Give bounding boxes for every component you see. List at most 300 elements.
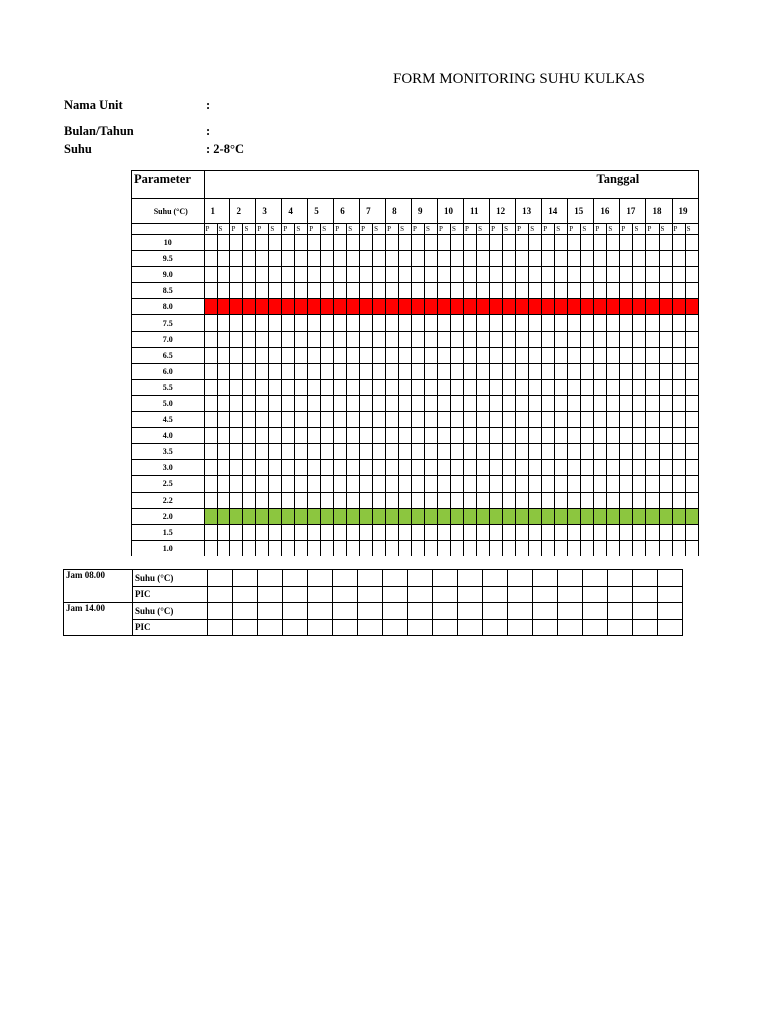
reading-cell[interactable] [437, 251, 450, 267]
reading-cell[interactable] [685, 235, 698, 251]
reading-cell[interactable] [542, 299, 555, 315]
reading-cell[interactable] [347, 379, 360, 395]
reading-cell[interactable] [334, 540, 347, 556]
reading-cell[interactable] [685, 331, 698, 347]
reading-cell[interactable] [269, 331, 282, 347]
reading-cell[interactable] [412, 395, 425, 411]
reading-cell[interactable] [217, 299, 230, 315]
reading-cell[interactable] [685, 460, 698, 476]
log-pic-cell[interactable] [283, 619, 308, 636]
reading-cell[interactable] [204, 283, 217, 299]
reading-cell[interactable] [269, 283, 282, 299]
reading-cell[interactable] [503, 379, 516, 395]
reading-cell[interactable] [607, 476, 620, 492]
reading-cell[interactable] [347, 347, 360, 363]
reading-cell[interactable] [256, 460, 269, 476]
reading-cell[interactable] [399, 331, 412, 347]
reading-cell[interactable] [503, 492, 516, 508]
reading-cell[interactable] [243, 267, 256, 283]
reading-cell[interactable] [437, 395, 450, 411]
reading-cell[interactable] [308, 476, 321, 492]
reading-cell[interactable] [347, 235, 360, 251]
reading-cell[interactable] [594, 379, 607, 395]
reading-cell[interactable] [412, 412, 425, 428]
reading-cell[interactable] [516, 251, 529, 267]
reading-cell[interactable] [243, 428, 256, 444]
reading-cell[interactable] [646, 379, 659, 395]
reading-cell[interactable] [542, 283, 555, 299]
reading-cell[interactable] [516, 379, 529, 395]
reading-cell[interactable] [581, 379, 594, 395]
reading-cell[interactable] [347, 460, 360, 476]
reading-cell[interactable] [620, 428, 633, 444]
reading-cell[interactable] [464, 235, 477, 251]
log-suhu-cell[interactable] [533, 570, 558, 587]
reading-cell[interactable] [230, 283, 243, 299]
reading-cell[interactable] [516, 428, 529, 444]
reading-cell[interactable] [542, 347, 555, 363]
log-pic-cell[interactable] [333, 586, 358, 603]
reading-cell[interactable] [308, 267, 321, 283]
reading-cell[interactable] [503, 412, 516, 428]
reading-cell[interactable] [282, 347, 295, 363]
reading-cell[interactable] [399, 476, 412, 492]
reading-cell[interactable] [464, 492, 477, 508]
reading-cell[interactable] [594, 363, 607, 379]
reading-cell[interactable] [282, 315, 295, 331]
reading-cell[interactable] [672, 299, 685, 315]
reading-cell[interactable] [217, 379, 230, 395]
reading-cell[interactable] [607, 412, 620, 428]
reading-cell[interactable] [685, 283, 698, 299]
reading-cell[interactable] [256, 235, 269, 251]
reading-cell[interactable] [412, 331, 425, 347]
reading-cell[interactable] [243, 299, 256, 315]
reading-cell[interactable] [243, 379, 256, 395]
reading-cell[interactable] [646, 363, 659, 379]
reading-cell[interactable] [321, 363, 334, 379]
reading-cell[interactable] [425, 508, 438, 524]
reading-cell[interactable] [620, 347, 633, 363]
reading-cell[interactable] [633, 379, 646, 395]
reading-cell[interactable] [256, 412, 269, 428]
reading-cell[interactable] [542, 395, 555, 411]
log-suhu-cell[interactable] [358, 570, 383, 587]
reading-cell[interactable] [633, 444, 646, 460]
reading-cell[interactable] [568, 379, 581, 395]
reading-cell[interactable] [685, 524, 698, 540]
reading-cell[interactable] [685, 492, 698, 508]
reading-cell[interactable] [516, 444, 529, 460]
reading-cell[interactable] [412, 428, 425, 444]
reading-cell[interactable] [529, 299, 542, 315]
reading-cell[interactable] [308, 492, 321, 508]
log-pic-cell[interactable] [633, 619, 658, 636]
reading-cell[interactable] [386, 267, 399, 283]
reading-cell[interactable] [412, 299, 425, 315]
reading-cell[interactable] [295, 444, 308, 460]
log-pic-cell[interactable] [433, 586, 458, 603]
reading-cell[interactable] [256, 428, 269, 444]
reading-cell[interactable] [256, 315, 269, 331]
reading-cell[interactable] [646, 540, 659, 556]
reading-cell[interactable] [360, 299, 373, 315]
reading-cell[interactable] [295, 395, 308, 411]
log-pic-cell[interactable] [258, 619, 283, 636]
log-suhu-cell[interactable] [283, 603, 308, 620]
log-suhu-cell[interactable] [383, 603, 408, 620]
reading-cell[interactable] [607, 508, 620, 524]
reading-cell[interactable] [425, 363, 438, 379]
reading-cell[interactable] [659, 395, 672, 411]
reading-cell[interactable] [334, 508, 347, 524]
reading-cell[interactable] [659, 412, 672, 428]
reading-cell[interactable] [529, 492, 542, 508]
reading-cell[interactable] [581, 508, 594, 524]
reading-cell[interactable] [399, 267, 412, 283]
reading-cell[interactable] [269, 540, 282, 556]
reading-cell[interactable] [360, 267, 373, 283]
reading-cell[interactable] [217, 508, 230, 524]
reading-cell[interactable] [542, 235, 555, 251]
reading-cell[interactable] [542, 444, 555, 460]
reading-cell[interactable] [464, 347, 477, 363]
reading-cell[interactable] [607, 267, 620, 283]
reading-cell[interactable] [269, 315, 282, 331]
log-pic-cell[interactable] [383, 586, 408, 603]
reading-cell[interactable] [646, 428, 659, 444]
reading-cell[interactable] [594, 428, 607, 444]
reading-cell[interactable] [529, 460, 542, 476]
reading-cell[interactable] [334, 283, 347, 299]
reading-cell[interactable] [399, 428, 412, 444]
reading-cell[interactable] [581, 395, 594, 411]
reading-cell[interactable] [230, 444, 243, 460]
reading-cell[interactable] [256, 379, 269, 395]
reading-cell[interactable] [269, 251, 282, 267]
reading-cell[interactable] [542, 540, 555, 556]
reading-cell[interactable] [529, 428, 542, 444]
reading-cell[interactable] [425, 283, 438, 299]
reading-cell[interactable] [503, 363, 516, 379]
reading-cell[interactable] [321, 251, 334, 267]
reading-cell[interactable] [386, 363, 399, 379]
reading-cell[interactable] [529, 315, 542, 331]
reading-cell[interactable] [347, 315, 360, 331]
reading-cell[interactable] [594, 251, 607, 267]
reading-cell[interactable] [633, 412, 646, 428]
reading-cell[interactable] [269, 524, 282, 540]
reading-cell[interactable] [607, 444, 620, 460]
reading-cell[interactable] [542, 428, 555, 444]
reading-cell[interactable] [308, 508, 321, 524]
log-pic-cell[interactable] [558, 619, 583, 636]
reading-cell[interactable] [646, 267, 659, 283]
reading-cell[interactable] [685, 444, 698, 460]
reading-cell[interactable] [347, 412, 360, 428]
reading-cell[interactable] [282, 283, 295, 299]
reading-cell[interactable] [516, 235, 529, 251]
reading-cell[interactable] [217, 444, 230, 460]
reading-cell[interactable] [646, 299, 659, 315]
reading-cell[interactable] [477, 524, 490, 540]
log-pic-cell[interactable] [483, 619, 508, 636]
log-suhu-cell[interactable] [358, 603, 383, 620]
log-suhu-cell[interactable] [558, 603, 583, 620]
reading-cell[interactable] [321, 395, 334, 411]
log-pic-cell[interactable] [333, 619, 358, 636]
reading-cell[interactable] [542, 379, 555, 395]
reading-cell[interactable] [386, 331, 399, 347]
reading-cell[interactable] [503, 428, 516, 444]
reading-cell[interactable] [204, 347, 217, 363]
log-suhu-cell[interactable] [283, 570, 308, 587]
reading-cell[interactable] [295, 347, 308, 363]
reading-cell[interactable] [347, 363, 360, 379]
reading-cell[interactable] [360, 331, 373, 347]
log-pic-cell[interactable] [508, 619, 533, 636]
reading-cell[interactable] [477, 235, 490, 251]
reading-cell[interactable] [269, 428, 282, 444]
reading-cell[interactable] [516, 476, 529, 492]
log-suhu-cell[interactable] [433, 603, 458, 620]
reading-cell[interactable] [451, 444, 464, 460]
reading-cell[interactable] [581, 299, 594, 315]
reading-cell[interactable] [633, 267, 646, 283]
reading-cell[interactable] [503, 347, 516, 363]
reading-cell[interactable] [334, 460, 347, 476]
reading-cell[interactable] [412, 540, 425, 556]
reading-cell[interactable] [217, 524, 230, 540]
reading-cell[interactable] [672, 251, 685, 267]
reading-cell[interactable] [217, 412, 230, 428]
reading-cell[interactable] [464, 379, 477, 395]
reading-cell[interactable] [620, 363, 633, 379]
reading-cell[interactable] [581, 444, 594, 460]
reading-cell[interactable] [451, 363, 464, 379]
reading-cell[interactable] [386, 251, 399, 267]
reading-cell[interactable] [659, 347, 672, 363]
log-pic-cell[interactable] [583, 586, 608, 603]
reading-cell[interactable] [607, 315, 620, 331]
reading-cell[interactable] [230, 235, 243, 251]
reading-cell[interactable] [685, 412, 698, 428]
reading-cell[interactable] [620, 331, 633, 347]
reading-cell[interactable] [217, 267, 230, 283]
reading-cell[interactable] [230, 315, 243, 331]
reading-cell[interactable] [360, 460, 373, 476]
log-suhu-cell[interactable] [608, 603, 633, 620]
log-suhu-cell[interactable] [458, 570, 483, 587]
reading-cell[interactable] [373, 331, 386, 347]
reading-cell[interactable] [295, 331, 308, 347]
reading-cell[interactable] [503, 444, 516, 460]
reading-cell[interactable] [646, 476, 659, 492]
reading-cell[interactable] [321, 235, 334, 251]
reading-cell[interactable] [308, 299, 321, 315]
reading-cell[interactable] [620, 235, 633, 251]
reading-cell[interactable] [204, 444, 217, 460]
reading-cell[interactable] [412, 444, 425, 460]
log-suhu-cell[interactable] [308, 570, 333, 587]
reading-cell[interactable] [620, 460, 633, 476]
reading-cell[interactable] [620, 251, 633, 267]
reading-cell[interactable] [529, 412, 542, 428]
reading-cell[interactable] [217, 540, 230, 556]
log-pic-cell[interactable] [608, 586, 633, 603]
reading-cell[interactable] [581, 347, 594, 363]
reading-cell[interactable] [490, 492, 503, 508]
log-suhu-cell[interactable] [608, 570, 633, 587]
reading-cell[interactable] [425, 347, 438, 363]
reading-cell[interactable] [464, 540, 477, 556]
reading-cell[interactable] [437, 524, 450, 540]
reading-cell[interactable] [594, 299, 607, 315]
reading-cell[interactable] [594, 492, 607, 508]
log-suhu-cell[interactable] [583, 570, 608, 587]
log-pic-cell[interactable] [583, 619, 608, 636]
reading-cell[interactable] [217, 235, 230, 251]
reading-cell[interactable] [503, 267, 516, 283]
reading-cell[interactable] [490, 476, 503, 492]
reading-cell[interactable] [464, 363, 477, 379]
reading-cell[interactable] [412, 235, 425, 251]
reading-cell[interactable] [555, 540, 568, 556]
reading-cell[interactable] [490, 331, 503, 347]
reading-cell[interactable] [282, 428, 295, 444]
reading-cell[interactable] [490, 460, 503, 476]
reading-cell[interactable] [555, 315, 568, 331]
reading-cell[interactable] [437, 412, 450, 428]
reading-cell[interactable] [490, 315, 503, 331]
log-pic-cell[interactable] [283, 586, 308, 603]
reading-cell[interactable] [230, 540, 243, 556]
reading-cell[interactable] [633, 508, 646, 524]
reading-cell[interactable] [282, 251, 295, 267]
reading-cell[interactable] [399, 395, 412, 411]
reading-cell[interactable] [568, 395, 581, 411]
reading-cell[interactable] [607, 492, 620, 508]
reading-cell[interactable] [360, 235, 373, 251]
reading-cell[interactable] [230, 508, 243, 524]
reading-cell[interactable] [412, 492, 425, 508]
reading-cell[interactable] [581, 235, 594, 251]
reading-cell[interactable] [633, 347, 646, 363]
reading-cell[interactable] [451, 379, 464, 395]
log-suhu-cell[interactable] [408, 570, 433, 587]
log-pic-cell[interactable] [233, 619, 258, 636]
reading-cell[interactable] [269, 235, 282, 251]
reading-cell[interactable] [321, 444, 334, 460]
reading-cell[interactable] [529, 267, 542, 283]
reading-cell[interactable] [568, 267, 581, 283]
reading-cell[interactable] [269, 379, 282, 395]
reading-cell[interactable] [230, 412, 243, 428]
reading-cell[interactable] [334, 428, 347, 444]
reading-cell[interactable] [425, 540, 438, 556]
reading-cell[interactable] [594, 267, 607, 283]
reading-cell[interactable] [282, 267, 295, 283]
reading-cell[interactable] [555, 412, 568, 428]
log-pic-cell[interactable] [633, 586, 658, 603]
reading-cell[interactable] [555, 379, 568, 395]
reading-cell[interactable] [594, 315, 607, 331]
reading-cell[interactable] [308, 331, 321, 347]
reading-cell[interactable] [529, 444, 542, 460]
reading-cell[interactable] [334, 251, 347, 267]
reading-cell[interactable] [555, 347, 568, 363]
reading-cell[interactable] [321, 412, 334, 428]
reading-cell[interactable] [204, 395, 217, 411]
log-suhu-cell[interactable] [533, 603, 558, 620]
reading-cell[interactable] [256, 508, 269, 524]
reading-cell[interactable] [399, 540, 412, 556]
reading-cell[interactable] [256, 395, 269, 411]
reading-cell[interactable] [516, 347, 529, 363]
log-suhu-cell[interactable] [233, 570, 258, 587]
reading-cell[interactable] [503, 315, 516, 331]
reading-cell[interactable] [347, 267, 360, 283]
reading-cell[interactable] [464, 460, 477, 476]
reading-cell[interactable] [659, 428, 672, 444]
reading-cell[interactable] [685, 540, 698, 556]
reading-cell[interactable] [503, 331, 516, 347]
reading-cell[interactable] [256, 363, 269, 379]
reading-cell[interactable] [490, 267, 503, 283]
log-suhu-cell[interactable] [408, 603, 433, 620]
reading-cell[interactable] [230, 460, 243, 476]
reading-cell[interactable] [425, 235, 438, 251]
reading-cell[interactable] [373, 460, 386, 476]
reading-cell[interactable] [308, 347, 321, 363]
reading-cell[interactable] [594, 444, 607, 460]
reading-cell[interactable] [243, 508, 256, 524]
reading-cell[interactable] [672, 460, 685, 476]
reading-cell[interactable] [334, 395, 347, 411]
reading-cell[interactable] [399, 235, 412, 251]
reading-cell[interactable] [672, 412, 685, 428]
reading-cell[interactable] [282, 235, 295, 251]
reading-cell[interactable] [295, 251, 308, 267]
reading-cell[interactable] [555, 283, 568, 299]
reading-cell[interactable] [633, 299, 646, 315]
reading-cell[interactable] [451, 331, 464, 347]
reading-cell[interactable] [425, 492, 438, 508]
reading-cell[interactable] [347, 524, 360, 540]
reading-cell[interactable] [256, 251, 269, 267]
reading-cell[interactable] [659, 508, 672, 524]
reading-cell[interactable] [425, 524, 438, 540]
reading-cell[interactable] [217, 395, 230, 411]
reading-cell[interactable] [360, 444, 373, 460]
reading-cell[interactable] [503, 283, 516, 299]
reading-cell[interactable] [437, 508, 450, 524]
reading-cell[interactable] [243, 492, 256, 508]
reading-cell[interactable] [386, 235, 399, 251]
reading-cell[interactable] [321, 476, 334, 492]
reading-cell[interactable] [373, 395, 386, 411]
reading-cell[interactable] [633, 283, 646, 299]
reading-cell[interactable] [659, 476, 672, 492]
reading-cell[interactable] [321, 524, 334, 540]
reading-cell[interactable] [269, 395, 282, 411]
reading-cell[interactable] [646, 412, 659, 428]
reading-cell[interactable] [295, 540, 308, 556]
reading-cell[interactable] [282, 444, 295, 460]
reading-cell[interactable] [321, 299, 334, 315]
reading-cell[interactable] [477, 428, 490, 444]
reading-cell[interactable] [204, 476, 217, 492]
